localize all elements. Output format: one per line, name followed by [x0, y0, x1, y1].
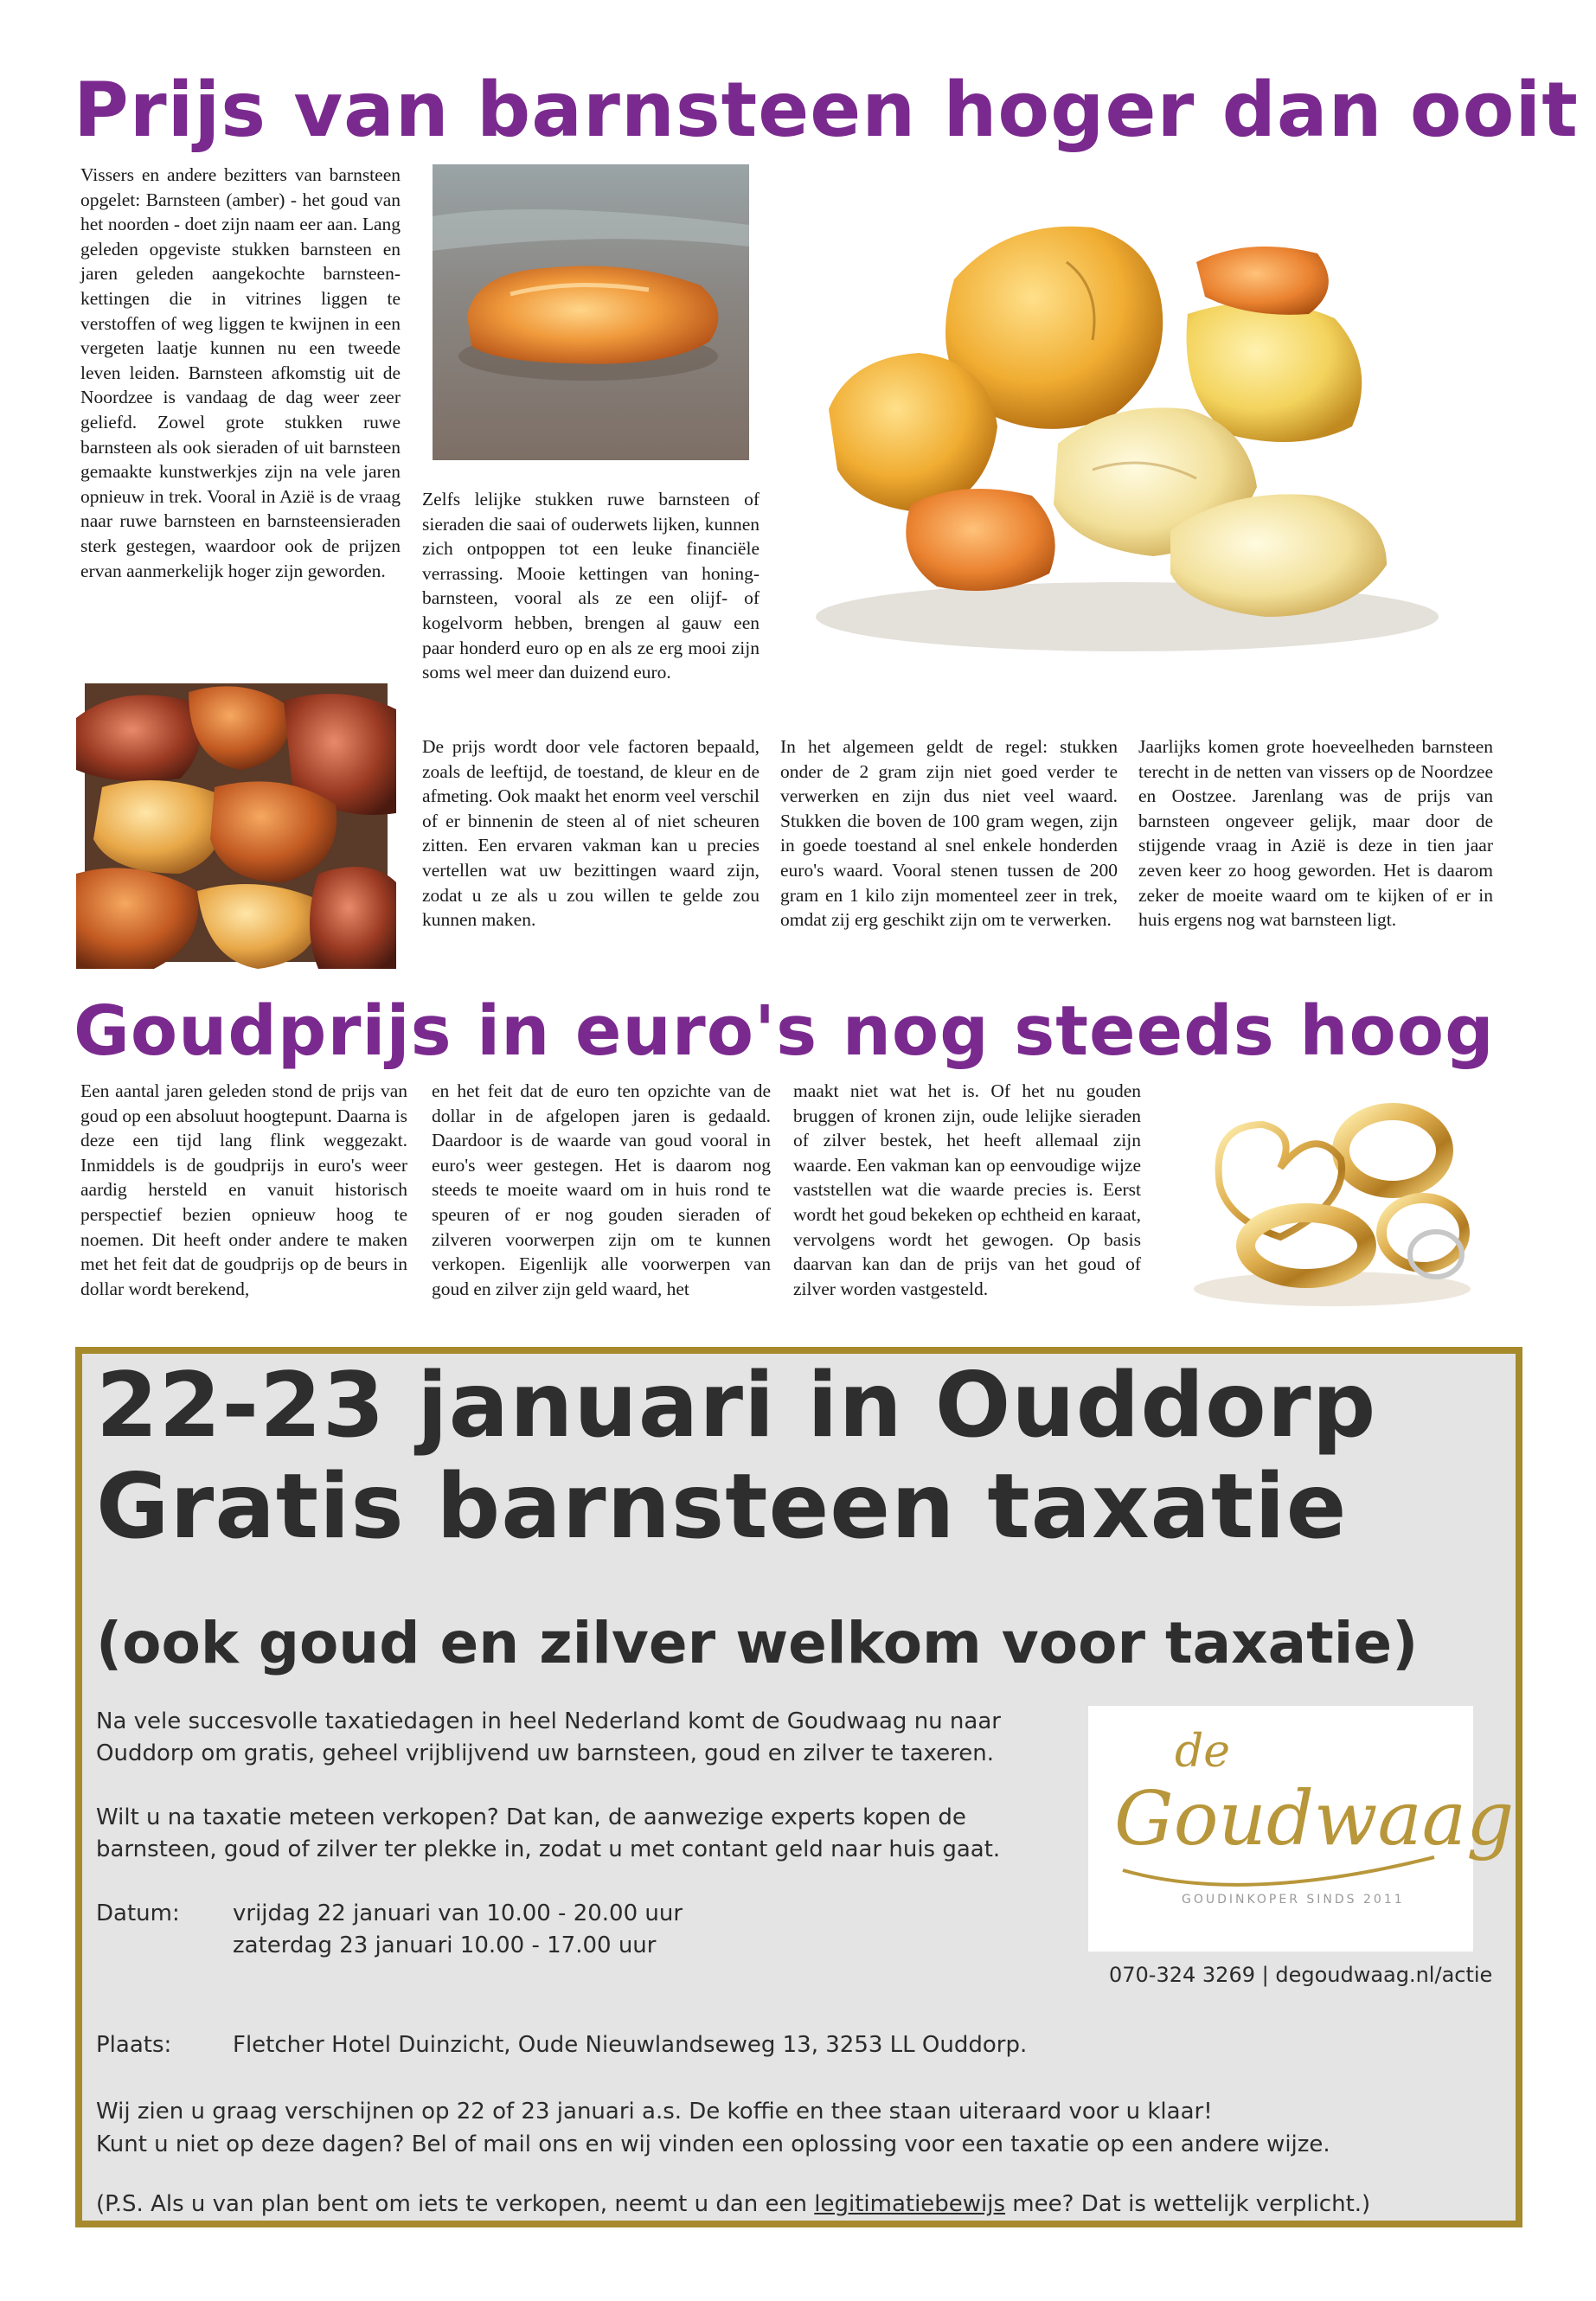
closing-line-2: Kunt u niet op deze dagen? Bel of mail ons en wij vinden een oplossing voor een taxatie op een andere wijze. [96, 2131, 1330, 2157]
article1-col4: Jaarlijks komen grote hoeveelheden barnsteen terecht in de netten van vissers op de Noordzee en Oostzee. Jarenlang was de prijs van barnsteen ongeveer gelijk, maar door de stijgende vraag in Azië is deze in tien jaar zeven keer zo hoog geworden. Het is daarom zeker de moeite waard om te kijken of er in huis ergens nog wat barnsteen ligt. [1138, 736, 1493, 931]
ps-note [96, 2191, 1370, 2217]
datum-friday: vrijdag 22 januari van 10.00 - 20.00 uur [233, 1900, 683, 1926]
event-advertisement [75, 1347, 1522, 2227]
amber-pile-photo [85, 683, 388, 962]
amber-stones-photo [781, 167, 1458, 686]
svg-text:GOUDINKOPER SINDS 2011: GOUDINKOPER SINDS 2011 [1182, 1893, 1405, 1907]
goudwaag-logo [1088, 1706, 1515, 1952]
contact-line: 070-324 3269 | degoudwaag.nl/actie [1109, 1963, 1493, 1987]
article1-headline: Prijs van barnsteen hoger dan ooit [74, 66, 1579, 154]
article2-col2: en het feit dat de euro ten opzichte van de dollar in de afgelopen jaren is gedaald. Daardoor is de waarde van goud vooral in euro's weer gestegen. Het is daarom nog steeds te moeite waard om in huis rond te speuren of er nog gouden sieraden of zilveren voorwerpen zijn om te kunnen verkopen. Eigenlijk alle voorwerpen van goud en zilver zijn geld waard, het [432, 1080, 771, 1299]
ps-text-after: mee? Dat is wettelijk verplicht.) [1005, 2191, 1371, 2217]
plaats-label: Plaats: [96, 2032, 172, 2058]
ad-intro-paragraph: Na vele succesvolle taxatiedagen in heel Nederland komt de Goudwaag nu naar Ouddorp om gratis, geheel vrijblijvend uw barnsteen, goud en zilver te taxeren. [96, 1708, 1001, 1766]
amber-beach-photo [433, 164, 749, 460]
article1-col2b: De prijs wordt door vele factoren bepaald, zoals de leeftijd, de toestand, de kleur en de afmeting. Ook maakt het enorm veel verschil of er binnenin de steen al of niet scheuren zitten. Een ervaren vakman kan u precies vertellen wat uw bezittingen waard zijn, zodat u ze als u zou willen te gelde zou kunnen maken. [422, 736, 760, 931]
svg-text:Goudwaag: Goudwaag [1114, 1776, 1515, 1862]
article1-col2a: Zelfs lelijke stukken ruwe barnsteen of sieraden die saai of ouderwets lijken, kunnen zich ontpoppen tot een leuke financiële verrassing. Mooie kettingen van honing-barnsteen, vooral als ze een olijf- of kogelvorm hebben, brengen al gauw een paar honderd euro op en als ze erg mooi zijn soms wel meer dan duizend euro. [422, 489, 760, 683]
article2-col1: Een aantal jaren geleden stond de prijs van goud op een absoluut hoogtepunt. Daarna is deze een tijd lang flink weggezakt. Inmiddels is de goudprijs in euro's weer aardig hersteld en vanuit historisch perspectief bezien opnieuw hoog te noemen. Dit heeft onder andere te maken met het feit dat de goudprijs op de beurs in dollar wordt berekend, [80, 1080, 407, 1299]
ad-sell-paragraph: Wilt u na taxatie meteen verkopen? Dat kan, de aanwezige experts kopen de barnsteen, goud of zilver ter plekke in, zodat u met contant geld naar huis gaat. [96, 1804, 1001, 1862]
ps-text-before: (P.S. Als u van plan bent om iets te verkopen, neemt u dan een [96, 2191, 815, 2217]
datum-saturday: zaterdag 23 januari 10.00 - 17.00 uur [233, 1932, 657, 1958]
article2-col3: maakt niet wat het is. Of het nu gouden bruggen of kronen zijn, oude lelijke sieraden of zilver bestek, het heeft allemaal zijn waarde. Een vakman kan op eenvoudige wijze vaststellen wat die waarde precies is. Eerst wordt het goud bekeken op echtheid en karaat, vervolgens wordt het gewogen. Op basis daarvan kan dan de prijs van het goud of zilver worden vastgesteld. [793, 1080, 1141, 1299]
ad-subheading: (ook goud en zilver welkom voor taxatie) [96, 1610, 1419, 1676]
ad-date-heading: 22-23 januari in Ouddorp [96, 1354, 1377, 1458]
plaats-address: Fletcher Hotel Duinzicht, Oude Nieuwlandseweg 13, 3253 LL Ouddorp. [233, 2032, 1028, 2058]
closing-line-1: Wij zien u graag verschijnen op 22 of 23 januari a.s. De koffie en thee staan uiteraard voor u klaar! [96, 2099, 1213, 2125]
svg-text:de: de [1175, 1726, 1231, 1778]
datum-label: Datum: [96, 1900, 180, 1926]
ad-taxatie-heading: Gratis barnsteen taxatie [96, 1455, 1348, 1559]
ps-link[interactable]: legitimatiebewijs [814, 2191, 1006, 2217]
article2-headline: Goudprijs in euro's nog steeds hoog [74, 991, 1495, 1071]
article1-col3: In het algemeen geldt de regel: stukken onder de 2 gram zijn niet goed verder te verwerken en zijn dus niet veel waard. Stukken die boven de 100 gram wegen, zijn in goede toestand al snel enkele honderden euro's waard. Vooral stenen tussen de 200 gram en 1 kilo zijn momenteel zeer in trek, omdat zij erg geschikt zijn om te verwerken. [780, 736, 1118, 931]
gold-rings-photo [1176, 1073, 1488, 1318]
article1-col1: Vissers en andere bezitters van barnsteen opgelet: Barnsteen (amber) - het goud van het noorden - doet zijn naam eer aan. Lang geleden opgeviste stukken barnsteen en jaren geleden aangekochte barnsteen-kettingen die in vitrines liggen te verstoffen of weg liggen te kwijnen in een vergeten laatje kunnen nu een tweede leven leiden. Barnsteen afkomstig uit de Noordzee is vandaag de dag weer zeer geliefd. Zowel grote stukken ruwe barnsteen als ook sieraden of uit barnsteen gemaakte kunstwerkjes zijn na vele jaren opnieuw in trek. Vooral in Azië is de vraag naar ruwe barnsteen en barnsteensieraden sterk gestegen, waardoor ook de prijzen ervan aanmerkelijk hoger zijn geworden. [80, 164, 401, 581]
goudwaag-logo-mark [1088, 1706, 1515, 1952]
